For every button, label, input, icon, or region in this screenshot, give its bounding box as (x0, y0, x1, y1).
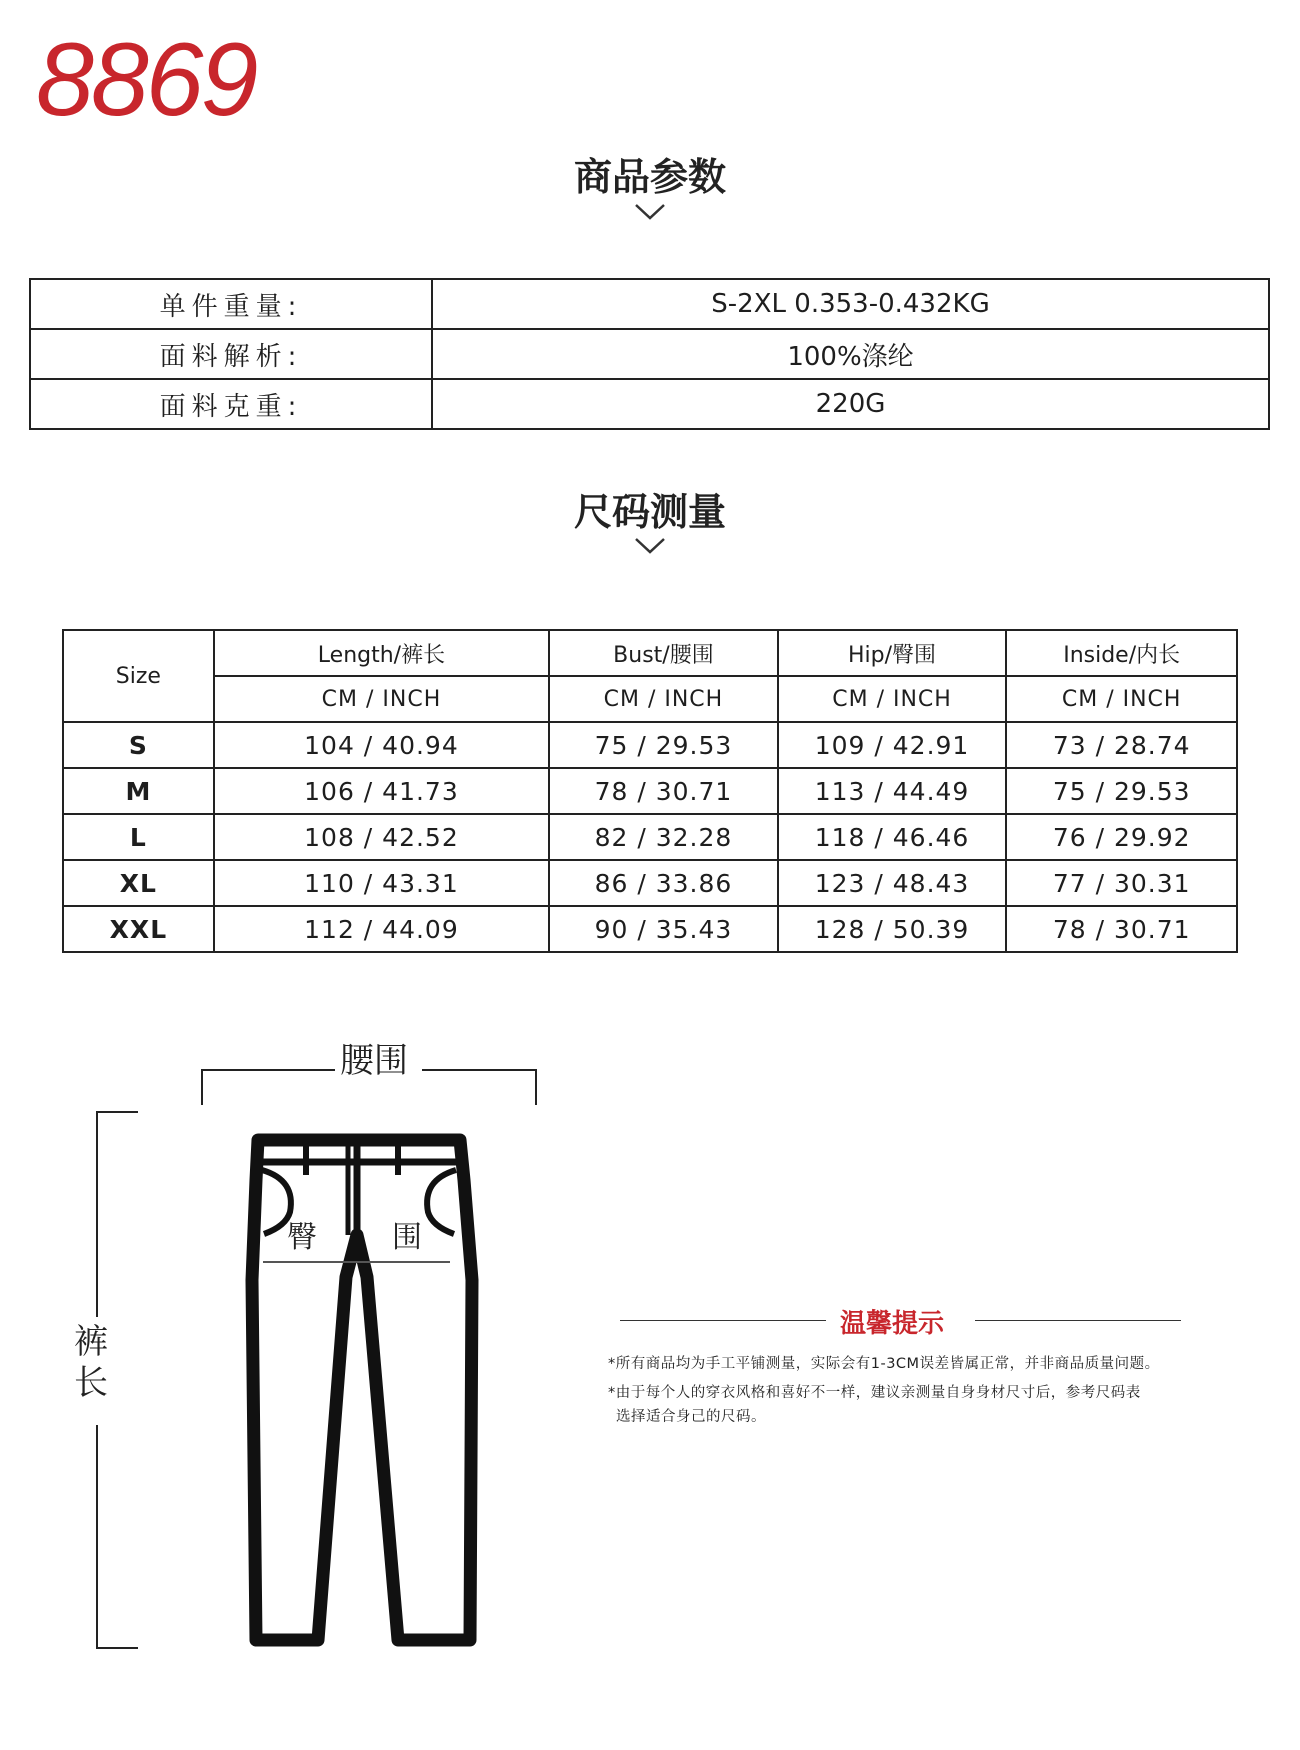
column-header-inside: Inside/内长 (1006, 630, 1237, 676)
table-row (63, 906, 1237, 952)
tips-title: 温馨提示 (840, 1309, 945, 1339)
table-cell: 86 / 33.86 (549, 860, 778, 906)
tip-line: 选择适合身己的尺码。 (616, 1409, 766, 1425)
size-cell: M (63, 768, 214, 814)
hip-label-right: 围 (392, 1220, 422, 1255)
chevron-down-icon (633, 536, 667, 556)
chevron-down-icon (633, 202, 667, 222)
table-cell: 78 / 30.71 (549, 768, 778, 814)
params-row (30, 279, 1269, 329)
table-cell: 106 / 41.73 (214, 768, 549, 814)
table-cell: 77 / 30.31 (1006, 860, 1237, 906)
table-cell: 128 / 50.39 (778, 906, 1007, 952)
table-cell: 112 / 44.09 (214, 906, 549, 952)
size-section-title: 尺码测量 (573, 490, 726, 534)
param-value: 100%涤纶 (432, 329, 1269, 379)
size-cell: XXL (63, 906, 214, 952)
size-column-header: Size (63, 630, 214, 722)
params-row (30, 379, 1269, 429)
table-cell: 118 / 46.46 (778, 814, 1007, 860)
length-label-top: 裤 (74, 1322, 108, 1362)
tips-divider-right (975, 1320, 1181, 1321)
brand-number: 8869 (36, 22, 256, 138)
size-table-header-row (63, 630, 1237, 676)
table-row (63, 768, 1237, 814)
tip-line: *所有商品均为手工平铺测量，实际会有1-3CM误差皆属正常，并非商品质量问题。 (608, 1356, 1160, 1372)
param-label: 单件重量: (30, 279, 432, 329)
waist-label: 腰围 (340, 1041, 408, 1081)
param-value: S-2XL 0.353-0.432KG (432, 279, 1269, 329)
length-label-bottom: 长 (74, 1363, 108, 1403)
table-cell: 90 / 35.43 (549, 906, 778, 952)
table-cell: 75 / 29.53 (1006, 768, 1237, 814)
param-label: 面料解析: (30, 329, 432, 379)
tips-divider-left (620, 1320, 826, 1321)
column-header-bust: Bust/腰围 (549, 630, 778, 676)
table-cell: 113 / 44.49 (778, 768, 1007, 814)
column-header-hip: Hip/臀围 (778, 630, 1007, 676)
params-section-title: 商品参数 (573, 155, 726, 199)
table-cell: 76 / 29.92 (1006, 814, 1237, 860)
pants-outline (252, 1140, 472, 1640)
size-table (62, 629, 1238, 953)
size-table-unit-row (63, 676, 1237, 722)
param-value: 220G (432, 379, 1269, 429)
table-cell: 108 / 42.52 (214, 814, 549, 860)
table-cell: 110 / 43.31 (214, 860, 549, 906)
table-row (63, 860, 1237, 906)
table-cell: 123 / 48.43 (778, 860, 1007, 906)
table-cell: 78 / 30.71 (1006, 906, 1237, 952)
table-row (63, 814, 1237, 860)
unit-label: CM / INCH (778, 676, 1007, 722)
table-cell: 82 / 32.28 (549, 814, 778, 860)
column-header-length: Length/裤长 (214, 630, 549, 676)
size-cell: L (63, 814, 214, 860)
unit-label: CM / INCH (1006, 676, 1237, 722)
waist-bracket (202, 1070, 335, 1105)
param-label: 面料克重: (30, 379, 432, 429)
unit-label: CM / INCH (214, 676, 549, 722)
unit-label: CM / INCH (549, 676, 778, 722)
waist-bracket (422, 1070, 536, 1105)
params-row (30, 329, 1269, 379)
pants-diagram (80, 1030, 600, 1680)
tip-line: *由于每个人的穿衣风格和喜好不一样，建议亲测量自身身材尺寸后，参考尺码表 (608, 1385, 1141, 1401)
length-bracket (97, 1112, 138, 1317)
table-row (63, 722, 1237, 768)
table-cell: 73 / 28.74 (1006, 722, 1237, 768)
length-bracket (97, 1425, 138, 1648)
size-cell: S (63, 722, 214, 768)
table-cell: 104 / 40.94 (214, 722, 549, 768)
size-cell: XL (63, 860, 214, 906)
table-cell: 109 / 42.91 (778, 722, 1007, 768)
params-table (29, 278, 1270, 430)
hip-label-left: 臀 (287, 1220, 317, 1255)
table-cell: 75 / 29.53 (549, 722, 778, 768)
